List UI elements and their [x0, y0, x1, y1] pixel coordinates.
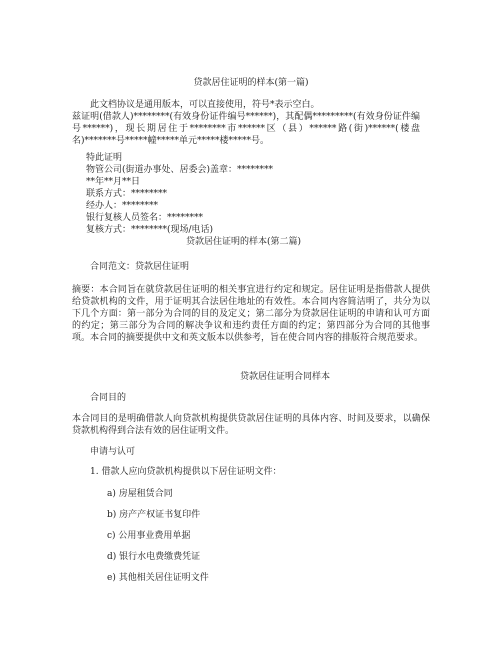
abstract-paragraph: 摘要：本合同旨在就贷款居住证明的相关事宜进行约定和规定。居住证明是指借款人提供给贷款机构的文件，用于证明其合法居住地址的有效性。本合同内容简洁明了，共分为以下几个方面：第一部分为合同的目的及定义；第二部分为贷款居住证明的申请和认可方面的约定；第三部分为合同的解决争议和违约责任方面的约定；第四部分为合同的其他事项。本合同的摘要提供中文和英文版本以供参考，旨在使合同内容的排版符合规范要求。: [72, 285, 430, 343]
seal-line: 物管公司(街道办事处、居委会)盖章：********: [86, 165, 274, 175]
apply-heading: 申请与认可: [90, 447, 136, 457]
special-statement: 特此证明: [86, 153, 123, 163]
list-item: e) 其他相关居住证明文件: [107, 573, 209, 583]
list-item-1: 1. 借款人应向贷款机构提供以下居住证明文件：: [90, 467, 282, 477]
certify-paragraph: 兹证明(借款人)********(有效身份证件编号******)，其配偶*********(有效身份证件编号******)，现长期居住于********市******区（县）******路(街)******(楼盘名)*******号*****幢*****单元*****楼*****号。: [72, 112, 420, 146]
list-item: a) 房屋租赁合同: [107, 489, 173, 499]
purpose-heading: 合同目的: [90, 393, 127, 403]
sample-title: 贷款居住证明合同样本: [240, 372, 331, 382]
contact-line: 联系方式：********: [86, 189, 168, 199]
doc-title-2: 贷款居住证明的样本(第二篇): [186, 237, 302, 247]
date-line: **年**月**日: [86, 177, 141, 187]
review-method-line: 复核方式：********(现场/电话): [86, 225, 214, 235]
list-item: c) 公用事业费用单据: [107, 531, 191, 541]
list-item: b) 房产产权证书复印件: [107, 510, 201, 520]
list-item: d) 银行水电费缴费凭证: [107, 552, 201, 562]
contract-sample-line: 合同范文：贷款居住证明: [90, 262, 190, 272]
reviewer-line: 银行复核人员签名：********: [86, 213, 204, 223]
purpose-paragraph: 本合同目的是明确借款人向贷款机构提供贷款居住证明的具体内容、时间及要求，以确保贷款机构得到合法有效的居住证明文件。: [72, 414, 430, 436]
handler-line: 经办人：********: [86, 201, 159, 211]
intro-text: 此文档协议是通用版本，可以直接使用，符号*表示空白。: [90, 100, 320, 110]
doc-title-1: 贷款居住证明的样本(第一篇): [193, 78, 309, 88]
